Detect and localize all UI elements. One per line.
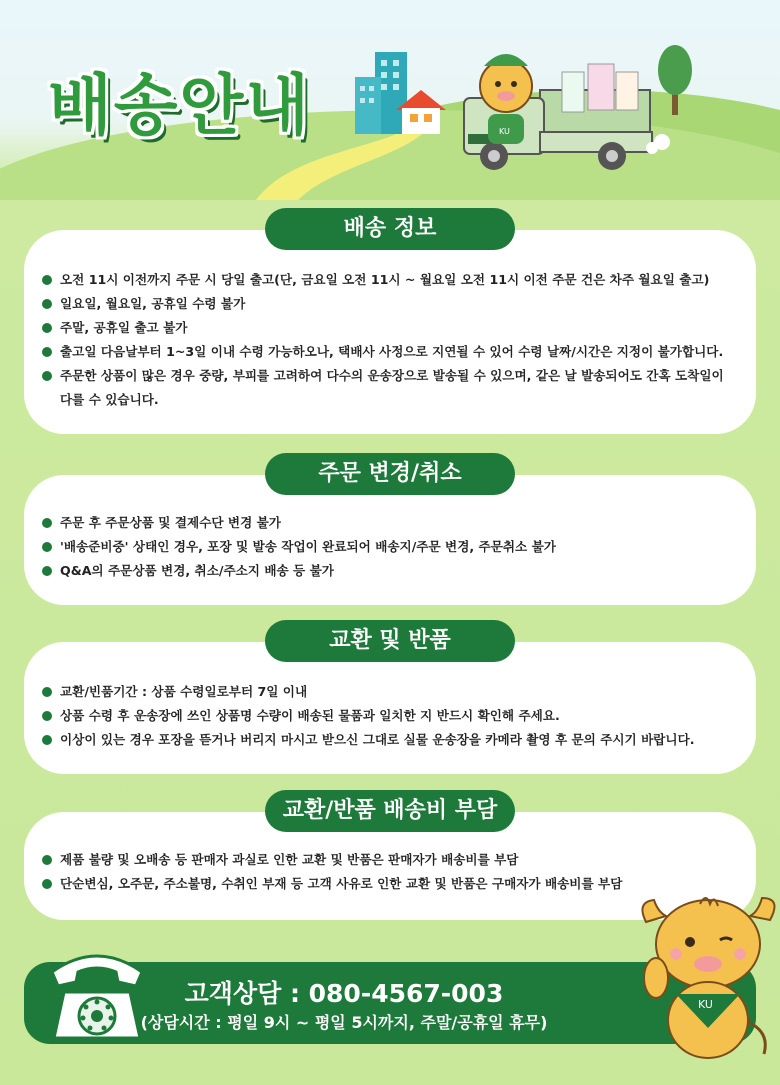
- section-exchange-return: [24, 620, 756, 774]
- section-heading: 교환 및 반품: [265, 620, 515, 662]
- svg-text:KU: KU: [499, 127, 510, 136]
- list-item: '배송준비중' 상태인 경우, 포장 및 발송 작업이 완료되어 배송지/주문 변경, 주문취소 불가: [42, 535, 740, 559]
- section-heading: 교환/반품 배송비 부담: [265, 790, 515, 832]
- list-item: 일요일, 월요일, 공휴일 수령 불가: [42, 292, 740, 316]
- item-list: [42, 680, 740, 752]
- list-item: 주문한 상품이 많은 경우 중량, 부피를 고려하여 다수의 운송장으로 발송될 수 있으며, 같은 날 발송되어도 간혹 도착일이 다를 수 있습니다.: [42, 364, 740, 412]
- section-card: [24, 230, 756, 434]
- list-item: 주문 후 주문상품 및 결제수단 변경 불가: [42, 511, 740, 535]
- page-title: 배송안내: [48, 67, 312, 144]
- list-item: Q&A의 주문상품 변경, 취소/주소지 배송 등 불가: [42, 559, 740, 583]
- list-item: 제품 불량 및 오배송 등 판매자 과실로 인한 교환 및 반품은 판매자가 배송비를 부담: [42, 848, 740, 872]
- list-item: 교환/빈품기간 : 상품 수령일로부터 7일 이내: [42, 680, 740, 704]
- house-icon: [396, 90, 446, 134]
- section-heading: 배송 정보: [265, 208, 515, 250]
- svg-text:KU: KU: [698, 998, 713, 1011]
- list-item: 이상이 있는 경우 포장을 뜯거나 버리지 마시고 받으신 그대로 실물 운송장을 카메라 촬영 후 문의 주시기 바랍니다.: [42, 728, 740, 752]
- item-list: [42, 511, 740, 583]
- list-item: 단순변심, 오주문, 주소불명, 수취인 부재 등 고객 사유로 인한 교환 및 반품은 구매자가 배송비를 부담: [42, 872, 740, 896]
- item-list: [42, 848, 740, 896]
- list-item: 상품 수령 후 운송장에 쓰인 상품명 수량이 배송된 물품과 일치한 지 반드시 확인해 주세요.: [42, 704, 740, 728]
- list-item: 출고일 다음날부터 1~3일 이내 수령 가능하오나, 택배사 사정으로 지연될 수 있어 수령 날짜/시간은 지정이 불가합니다.: [42, 340, 740, 364]
- section-heading: 주문 변경/취소: [265, 453, 515, 495]
- list-item: 주말, 공휴일 출고 불가: [42, 316, 740, 340]
- telephone-icon: [44, 942, 150, 1048]
- section-delivery-info: [24, 208, 756, 434]
- item-list: [42, 268, 740, 412]
- contact-phone[interactable]: 고객상담 : 080-4567-003: [184, 979, 504, 1008]
- contact-hours: (상담시간 : 평일 9시 ~ 평일 5시까지, 주말/공휴일 휴무): [140, 1013, 548, 1032]
- delivery-truck-icon: [462, 42, 672, 177]
- section-order-change: [24, 453, 756, 605]
- mascot-icon: [640, 882, 778, 1062]
- list-item: 오전 11시 이전까지 주문 시 당일 출고(단, 금요일 오전 11시 ~ 월요일 오전 11시 이전 주문 건은 차주 월요일 출고): [42, 268, 740, 292]
